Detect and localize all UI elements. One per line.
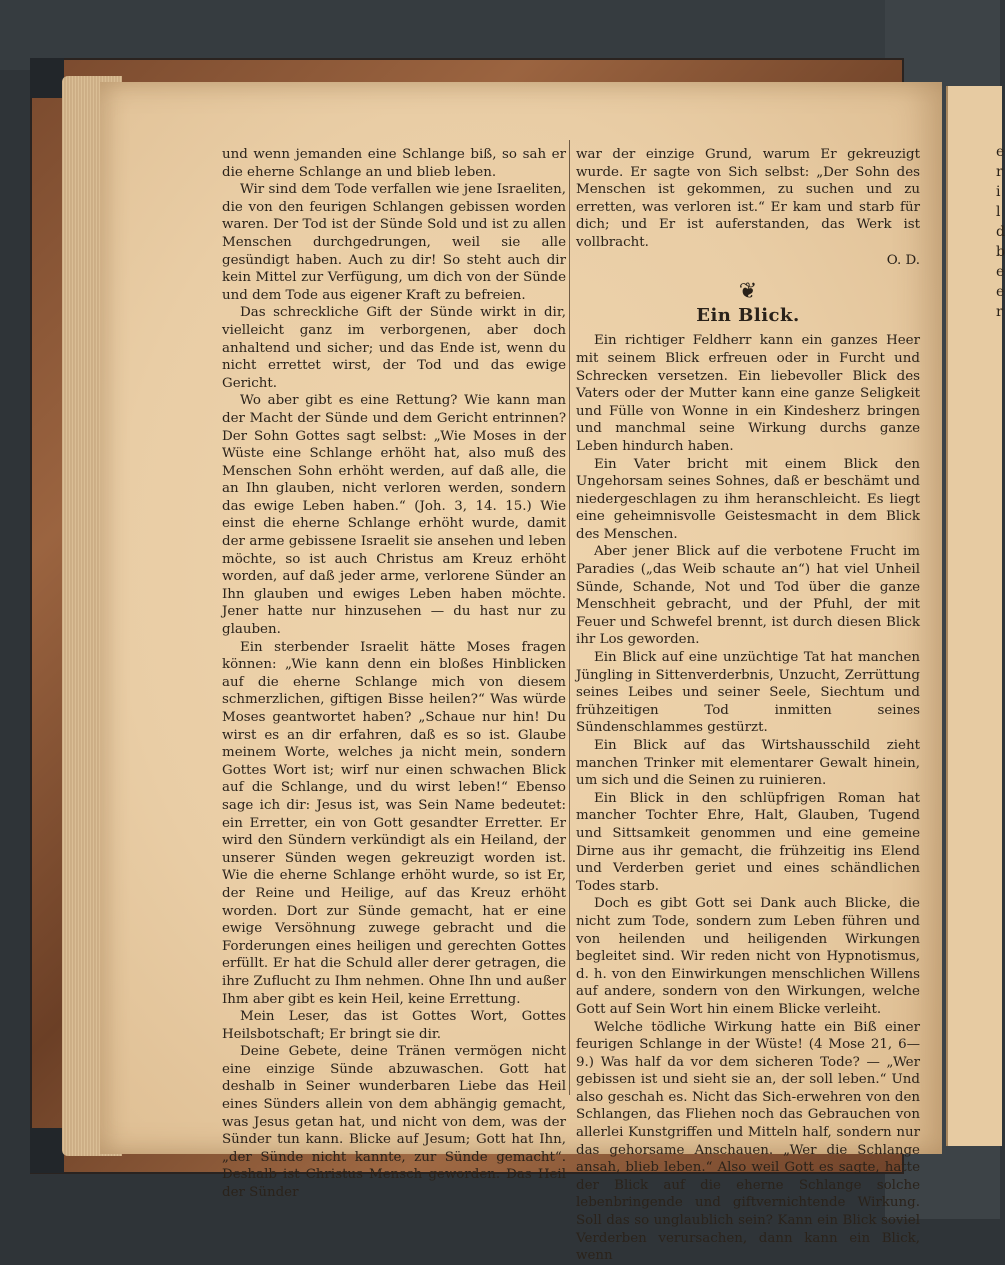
paragraph: Welche tödliche Wirkung hatte ein Biß einer feurigen Schlange in der Wüste! (4 Mose 21, 6—9.) Was half da vor dem sicheren Tode? — „Wer gebissen ist und sieht sie an, der soll leben.“ Und also geschah es. Nicht das Sich-erwehren von den Schlangen, das Fliehen noch das Gebrauchen von allerlei Kunstgriffen und Mitteln half, sondern nur das gehorsame Anschauen. „Wer die Schlange ansah, blieb leben.“ Also weil Gott es sagte, hatte der Blick auf die eherne Schlange solche lebenbringende und giftvernichtende Wirkung. Soll das so unglaublich sein? Kann ein Blick soviel Verderben verursachen, dann kann ein Blick, wenn	[576, 1019, 920, 1264]
author-signature: O. D.	[886, 252, 920, 268]
article-heading: Ein Blick.	[696, 304, 800, 326]
adjacent-page-letter: i	[996, 184, 1001, 200]
adjacent-page-letter: r	[996, 304, 1003, 320]
adjacent-page-letter: r	[996, 164, 1003, 180]
adjacent-page-letter: e	[996, 264, 1005, 280]
paragraph: Doch es gibt Gott sei Dank auch Blicke, die nicht zum Tode, sondern zum Leben führen und von heilenden und heiligenden Wirkungen begleitet sind. Wir reden nicht von Hypnotismus, d. h. von den Einwirkungen menschlichen Willens auf andere, sondern von den Wirkungen, welche Gott auf Sein Wort hin einem Blicke verleiht.	[576, 896, 920, 1017]
adjacent-page-letter: d	[996, 224, 1005, 240]
paragraph: Mein Leser, das ist Gottes Wort, Gottes Heilsbotschaft; Er bringt sie dir.	[222, 1009, 566, 1042]
paragraph: Aber jener Blick auf die verbotene Frucht im Paradies („das Weib schaute an“) hat viel Unheil Sünde, Schande, Not und Tod über die ganze Menschheit gebracht, und der Pfuhl, der mit Feuer und Schwefel brennt, ist durch diesen Blick ihr Los geworden.	[576, 544, 920, 648]
cover-corner-bottom	[30, 1128, 64, 1173]
adjacent-page-letter: l	[996, 204, 1001, 220]
paragraph: war der einzige Grund, warum Er gekreuzigt wurde. Er sagte von Sich selbst: „Der Sohn des Menschen ist gekommen, zu suchen und zu erretten, was verloren ist.“ Er kam und starb für dich; und Er ist auferstanden, das Werk ist vollbracht.	[576, 147, 920, 250]
right-column	[576, 146, 920, 1265]
paragraph: Wir sind dem Tode verfallen wie jene Israeliten, die von den feurigen Schlangen gebissen worden waren. Der Tod ist der Sünde Sold und ist zu allen Menschen durchgedrungen, weil sie alle gesündigt haben. Auch zu dir! So steht auch dir kein Mittel zur Verfügung, um dich von der Sünde und dem Tode aus eigener Kraft zu befreien.	[222, 182, 566, 303]
adjacent-page-letter: b	[996, 244, 1005, 260]
paragraph: Wo aber gibt es eine Rettung? Wie kann man der Macht der Sünde und dem Gericht entrinnen? Der Sohn Gottes sagt selbst: „Wie Moses in der Wüste eine Schlange erhöht hat, also muß des Menschen Sohn erhöht werden, auf daß alle, die an Ihn glauben, nicht verloren werden, sondern das ewige Leben haben.“ (Joh. 3, 14. 15.) Wie einst die eherne Schlange erhöht wurde, damit der arme gebissene Israelit sie ansehen und leben möchte, so ist auch Christus am Kreuz erhöht worden, auf daß jeder arme, verlorene Sünder an Ihn glauben und ewiges Leben haben möchte. Jener hatte nur hinzusehen — du hast nur zu glauben.	[222, 393, 566, 638]
adjacent-page-letter: e	[996, 284, 1005, 300]
cover-corner-top	[30, 58, 64, 98]
paragraph: und wenn jemanden eine Schlange biß, so sah er die eherne Schlange an und blieb leben.	[222, 147, 566, 180]
adjacent-page	[946, 86, 1005, 1146]
left-column	[222, 146, 566, 1202]
paragraph: Ein Blick auf das Wirtshausschild zieht manchen Trinker mit elementarer Gewalt hinein, um sich und die Seinen zu ruinieren.	[576, 738, 920, 789]
paragraph: Ein Vater bricht mit einem Blick den Ungehorsam seines Sohnes, daß er beschämt und niedergeschlagen zu ihm heranschleicht. Es liegt eine geheimnisvolle Geistesmacht in dem Blick des Menschen.	[576, 456, 920, 542]
flower-ornament-icon: ❦	[738, 279, 758, 305]
paragraph: Deine Gebete, deine Tränen vermögen nicht eine einzige Sünde abzuwaschen. Gott hat deshalb in Seiner wunderbaren Liebe das Heil eines Sünders allein von dem abhängig gemacht, was Jesus getan hat, und nicht von dem, was der Sünder tun kann. Blicke auf Jesum; Gott hat Ihn, „der Sünde nicht kannte, zur Sünde gemacht“. Deshalb ist Christus Mensch geworden. Das Heil der Sünder	[222, 1044, 566, 1201]
column-divider	[569, 140, 570, 1095]
paragraph: Ein richtiger Feldherr kann ein ganzes Heer mit seinem Blick erfreuen oder in Furcht und Schrecken versetzen. Ein liebevoller Blick des Vaters oder der Mutter kann eine ganze Seligkeit und Fülle von Wonne in ein Kindesherz bringen und manchmal seine Wirkung durchs ganze Leben hindurch haben.	[576, 333, 920, 454]
paragraph: Ein sterbender Israelit hätte Moses fragen können: „Wie kann denn ein bloßes Hinblicken auf die eherne Schlange mich von diesem schmerzlichen, giftigen Bisse heilen?“ Was würde Moses geantwortet haben? „Schaue nur hin! Du wirst es an dir erfahren, daß es so ist. Glaube meinem Worte, welches ja nicht mein, sondern Gottes Wort ist; wirf nur einen schwachen Blick auf die Schlange, und du wirst leben!“ Ebenso sage ich dir: Jesus ist, was Sein Name bedeutet: ein Erretter, ein von Gott gesandter Erretter. Er wird den Sündern verkündigt als ein Heiland, der unserer Sünden wegen gekreuzigt worden ist. Wie die eherne Schlange erhöht wurde, so ist Er, der Reine und Heilige, auf das Kreuz erhöht worden. Dort zur Sünde gemacht, hat er eine ewige Versöhnung zuwege gebracht und die Forderungen eines heiligen und gerechten Gottes erfüllt. Er hat die Schuld aller derer getragen, die ihre Zuflucht zu Ihm nehmen. Ohne Ihn und außer Ihm aber gibt es kein Heil, keine Errettung.	[222, 639, 566, 1007]
signature-line	[576, 252, 920, 270]
adjacent-page-letter: e	[996, 144, 1005, 160]
paragraph: Ein Blick auf eine unzüchtige Tat hat manchen Jüngling in Sittenverderbnis, Unzucht, Zerrüttung seines Leibes und seiner Seele, Siechtum und frühzeitigen Tod inmitten seines Sündenschlammes gestürzt.	[576, 650, 920, 736]
paragraph: Das schreckliche Gift der Sünde wirkt in dir, vielleicht ganz im verborgenen, aber doch anhaltend und sicher; und das Ende ist, wenn du nicht errettet wirst, der Tod und das ewige Gericht.	[222, 305, 566, 391]
paragraph: Ein Blick in den schlüpfrigen Roman hat mancher Tochter Ehre, Halt, Glauben, Tugend und Sittsamkeit genommen und eine gemeine Dirne aus ihr gemacht, die frühzeitig ins Elend und Verderben geriet und eines schändlichen Todes starb.	[576, 790, 920, 894]
